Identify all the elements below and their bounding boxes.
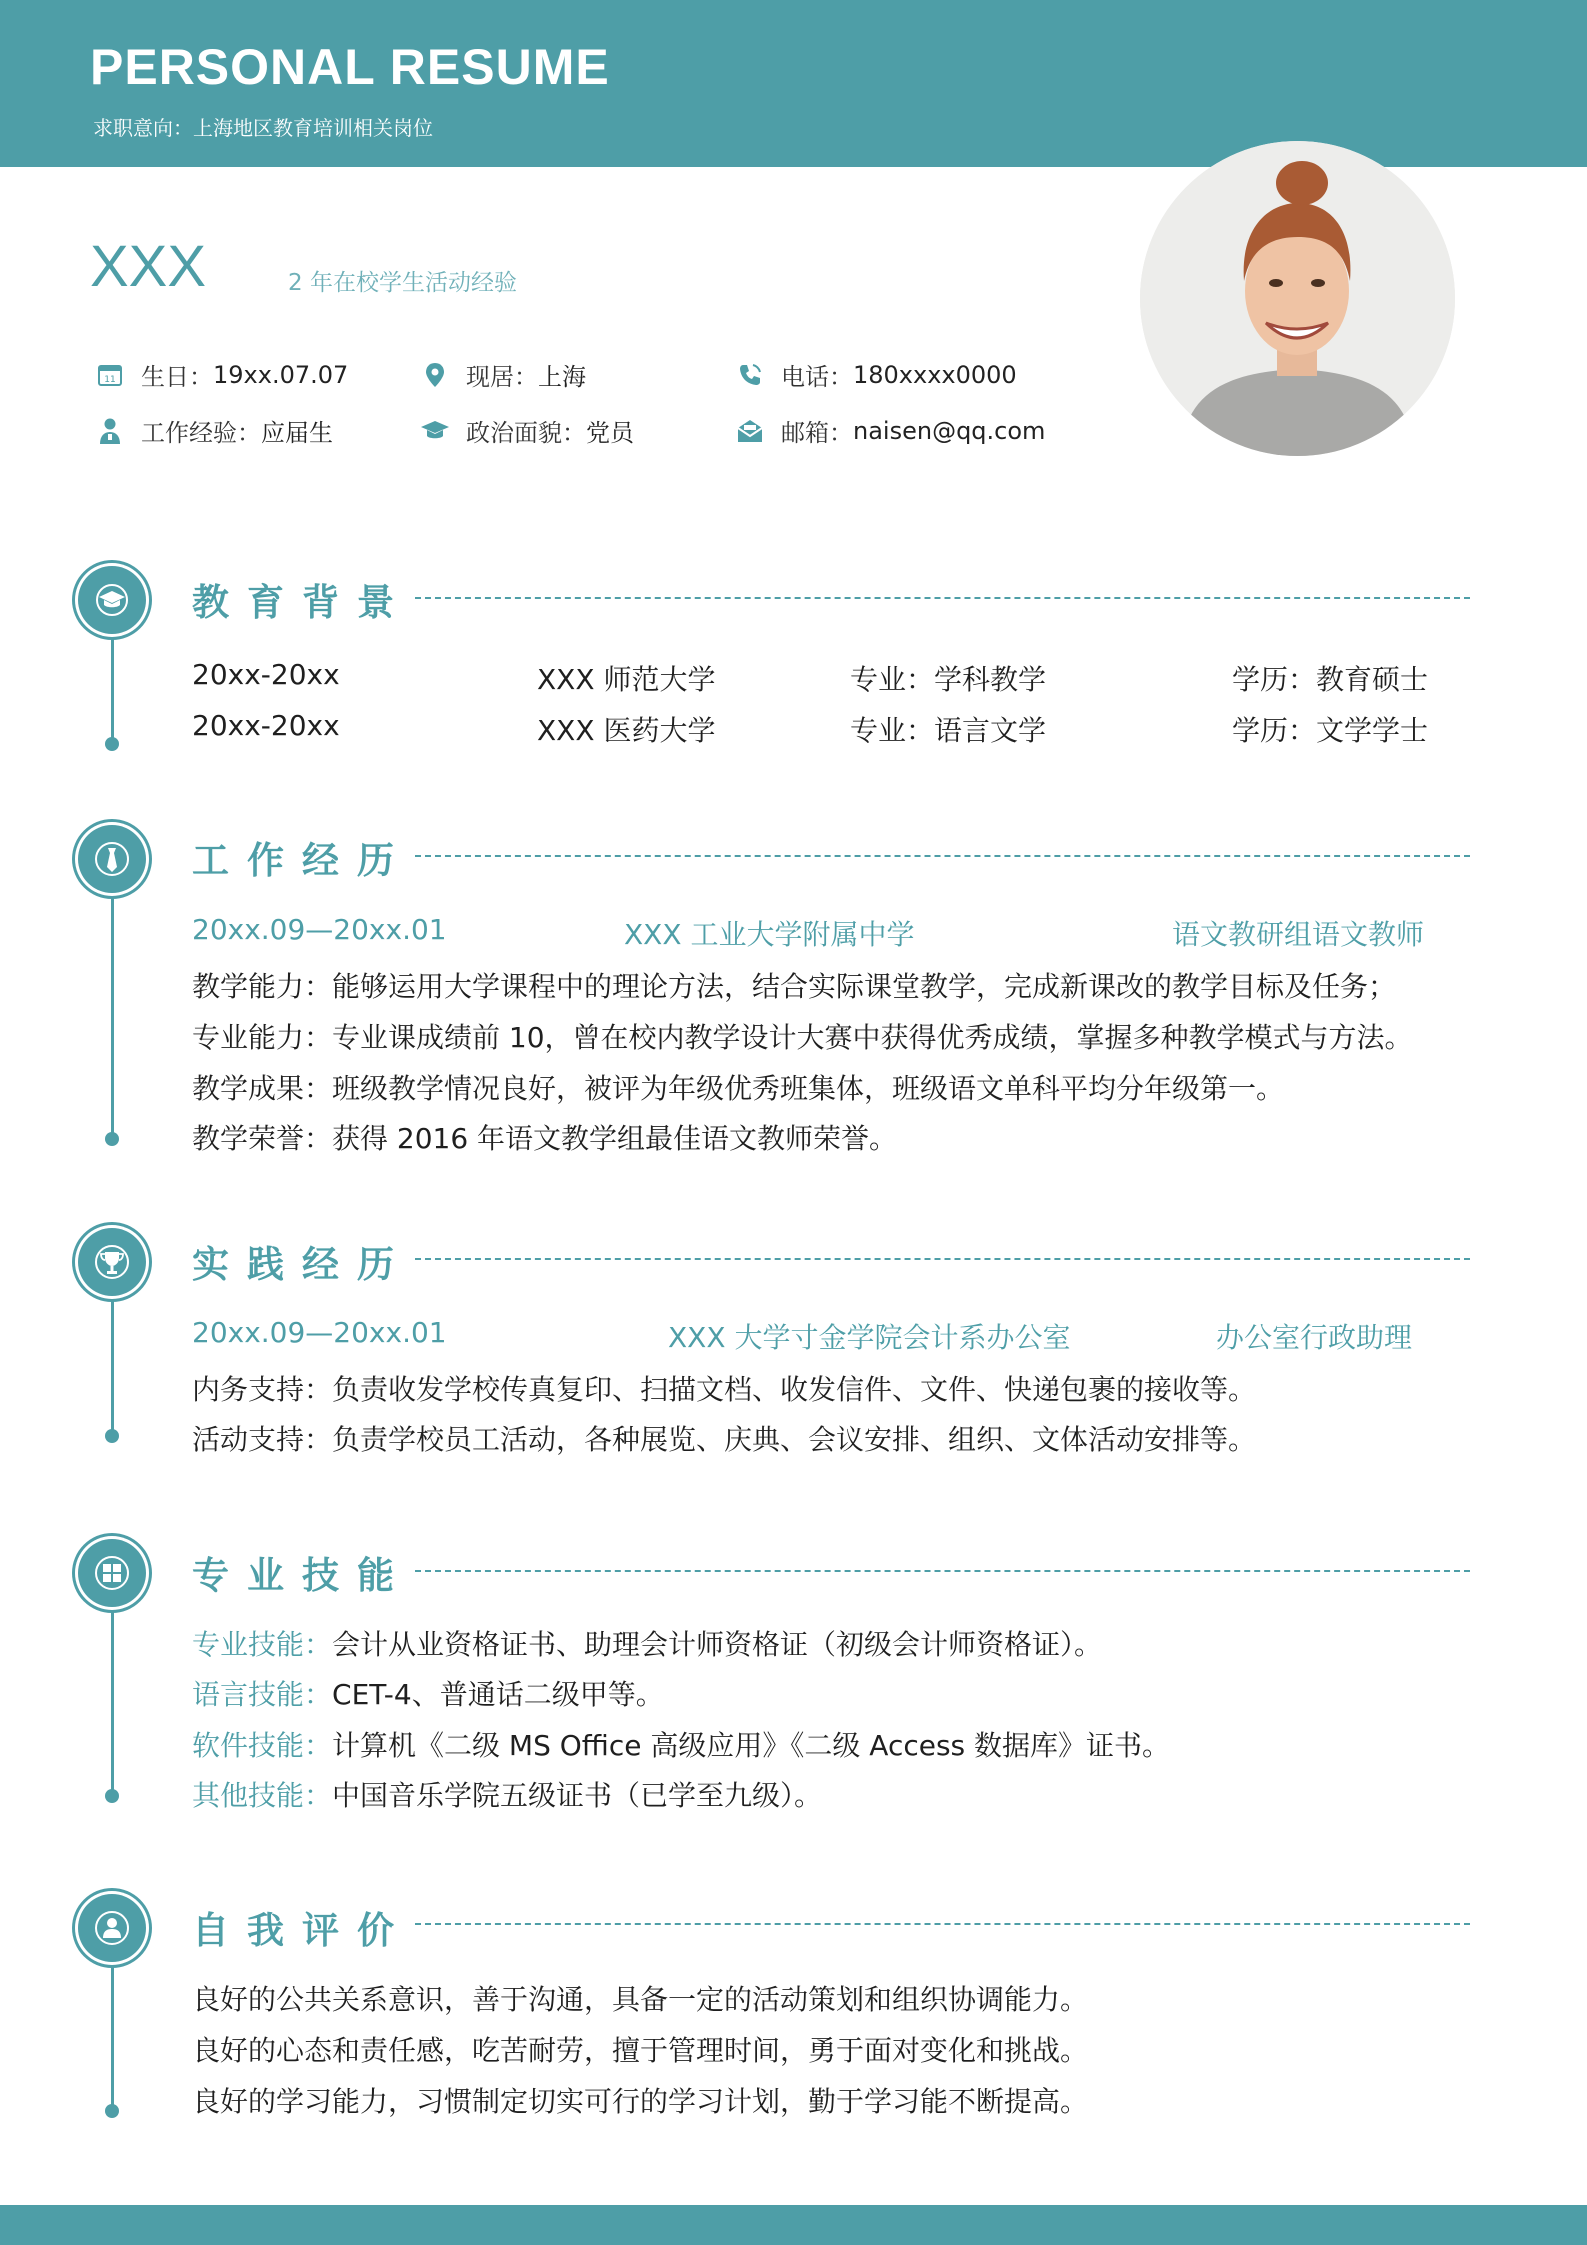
self-eval-line: 良好的心态和责任感，吃苦耐劳，擅于管理时间，勇于面对变化和挑战。 — [192, 2034, 1089, 2067]
info-email[interactable] — [735, 413, 1045, 448]
self-eval-line: 良好的公共关系意识，善于沟通，具备一定的活动策划和组织协调能力。 — [192, 1983, 1089, 2016]
section-title-education: 教育背景 — [192, 581, 412, 624]
info-value: 180xxxx0000 — [853, 360, 1017, 389]
skill-item — [192, 1623, 1102, 1663]
timeline-line — [111, 890, 114, 1138]
person-icon — [95, 416, 125, 446]
edu-period: 20xx-20xx — [192, 658, 340, 691]
edu-major: 专业：语言文学 — [850, 714, 1047, 747]
footer-band — [0, 2205, 1587, 2245]
skill-text: 会计从业资格证书、助理会计师资格证（初级会计师资格证）。 — [332, 1628, 1103, 1661]
skill-item — [192, 1774, 822, 1814]
trophy-icon — [78, 1228, 146, 1296]
section-divider — [415, 855, 1470, 857]
info-value: 上海 — [538, 363, 586, 391]
skill-label: 其他技能： — [192, 1779, 333, 1812]
skill-label: 专业技能： — [192, 1628, 333, 1661]
work-detail-line: 教学能力：能够运用大学课程中的理论方法，结合实际课堂教学，完成新课改的教学目标及任务； — [192, 970, 1397, 1003]
graduation-cap-icon — [78, 566, 146, 634]
practice-detail-line: 活动支持：负责学校员工活动，各种展览、庆典、会议安排、组织、文体活动安排等。 — [192, 1423, 1257, 1456]
section-divider — [415, 1923, 1470, 1925]
info-work-experience — [95, 413, 333, 448]
calendar-icon — [95, 360, 125, 390]
practice-organization: XXX 大学寸金学院会计系办公室 — [668, 1321, 1071, 1354]
info-birthday — [95, 357, 348, 392]
edu-degree: 学历：文学学士 — [1232, 714, 1429, 747]
job-intent: 求职意向：上海地区教育培训相关岗位 — [93, 116, 433, 140]
skill-text: 计算机《二级 MS Office 高级应用》《二级 Access 数据库》证书。 — [332, 1729, 1171, 1762]
work-detail-line: 专业能力：专业课成绩前 10，曾在校内教学设计大赛中获得优秀成绩，掌握多种教学模式与方法。 — [192, 1021, 1413, 1054]
section-title-self-evaluation: 自我评价 — [192, 1909, 412, 1952]
info-label: 工作经验： — [141, 419, 261, 447]
timeline-line — [111, 630, 114, 742]
info-value[interactable]: naisen@qq.com — [853, 416, 1046, 445]
timeline-line — [111, 1605, 114, 1795]
info-value: 19xx.07.07 — [213, 360, 349, 389]
info-label: 电话： — [781, 363, 853, 391]
info-value: 应届生 — [261, 419, 333, 447]
section-divider — [415, 1258, 1470, 1260]
info-label: 生日： — [141, 363, 213, 391]
skill-item — [192, 1673, 664, 1713]
timeline-dot — [105, 1132, 119, 1146]
practice-detail-line: 内务支持：负责收发学校传真复印、扫描文档、收发信件、文件、快递包裹的接收等。 — [192, 1373, 1257, 1406]
info-label: 政治面貌： — [466, 419, 586, 447]
candidate-name: XXX — [90, 234, 207, 299]
resume-title: PERSONAL RESUME — [90, 39, 610, 95]
timeline-dot — [105, 1789, 119, 1803]
section-title-skills: 专业技能 — [192, 1554, 412, 1597]
self-eval-line: 良好的学习能力，习惯制定切实可行的学习计划，勤于学习能不断提高。 — [192, 2085, 1089, 2118]
timeline-dot — [105, 2104, 119, 2118]
info-phone — [735, 357, 1017, 392]
work-detail-line: 教学成果：班级教学情况良好，被评为年级优秀班集体，班级语文单科平均分年级第一。 — [192, 1072, 1285, 1105]
edu-major: 专业：学科教学 — [850, 663, 1047, 696]
location-pin-icon — [420, 360, 450, 390]
practice-role: 办公室行政助理 — [1216, 1321, 1413, 1354]
work-role: 语文教研组语文教师 — [1172, 918, 1425, 951]
section-divider — [415, 597, 1470, 599]
skill-item — [192, 1724, 1170, 1764]
timeline-line — [111, 1293, 114, 1434]
email-icon — [735, 416, 765, 446]
info-political-status — [420, 413, 634, 448]
skill-label: 语言技能： — [192, 1678, 333, 1711]
practice-period: 20xx.09—20xx.01 — [192, 1316, 447, 1349]
windows-icon — [78, 1539, 146, 1607]
timeline-dot — [105, 737, 119, 751]
edu-school: XXX 医药大学 — [537, 714, 716, 747]
graduation-cap-icon — [420, 416, 450, 446]
info-label: 现居： — [466, 363, 538, 391]
skill-label: 软件技能： — [192, 1729, 333, 1762]
info-label: 邮箱： — [781, 419, 853, 447]
skill-text: 中国音乐学院五级证书（已学至九级）。 — [332, 1779, 823, 1812]
candidate-tagline: 2 年在校学生活动经验 — [288, 270, 517, 296]
info-residence — [420, 357, 586, 392]
edu-period: 20xx-20xx — [192, 709, 340, 742]
skill-text: CET-4、普通话二级甲等。 — [332, 1678, 664, 1711]
edu-school: XXX 师范大学 — [537, 663, 716, 696]
user-circle-icon — [78, 1894, 146, 1962]
svg-text:11: 11 — [104, 374, 116, 385]
section-title-work: 工作经历 — [192, 839, 412, 882]
edu-degree: 学历：教育硕士 — [1232, 663, 1429, 696]
timeline-line — [111, 1960, 114, 2110]
info-value: 党员 — [586, 419, 634, 447]
tie-icon — [78, 825, 146, 893]
phone-icon — [735, 360, 765, 390]
section-title-practice: 实践经历 — [192, 1243, 412, 1286]
timeline-dot — [105, 1429, 119, 1443]
section-divider — [415, 1570, 1470, 1572]
work-period: 20xx.09—20xx.01 — [192, 913, 447, 946]
profile-photo — [1140, 141, 1455, 456]
work-detail-line: 教学荣誉：获得 2016 年语文教学组最佳语文教师荣誉。 — [192, 1122, 898, 1155]
work-organization: XXX 工业大学附属中学 — [624, 918, 915, 951]
